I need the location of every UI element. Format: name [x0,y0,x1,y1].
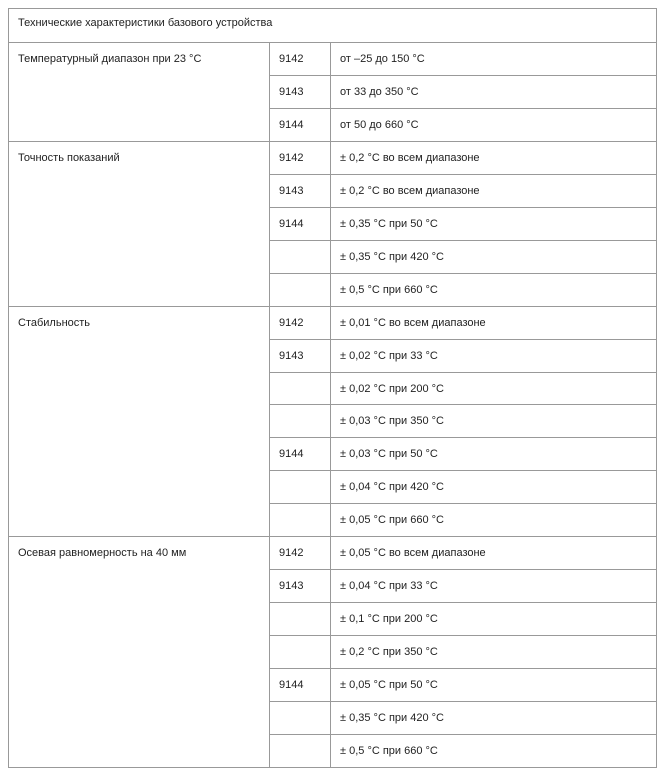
model-cell: 9142 [270,141,331,174]
model-cell: 9144 [270,207,331,240]
model-cell: 9144 [270,438,331,471]
value-cell: ± 0,04 °C при 420 °C [331,471,657,504]
model-cell [270,372,331,405]
value-cell: ± 0,03 °C при 50 °C [331,438,657,471]
table-title: Технические характеристики базового устройства [9,9,657,43]
value-cell: ± 0,5 °C при 660 °C [331,735,657,768]
parameter-cell: Точность показаний [9,141,270,306]
table-row [9,537,657,570]
value-cell: ± 0,01 °C во всем диапазоне [331,306,657,339]
model-cell [270,702,331,735]
value-cell: от –25 до 150 °C [331,42,657,75]
model-cell [270,735,331,768]
model-cell: 9142 [270,306,331,339]
model-cell: 9144 [270,669,331,702]
value-cell: ± 0,04 °C при 33 °C [331,570,657,603]
spec-table-body [9,9,657,768]
model-cell: 9144 [270,108,331,141]
value-cell: ± 0,05 °C при 660 °C [331,504,657,537]
model-cell [270,273,331,306]
value-cell: ± 0,05 °C во всем диапазоне [331,537,657,570]
value-cell: от 33 до 350 °C [331,75,657,108]
model-cell: 9143 [270,75,331,108]
value-cell: от 50 до 660 °C [331,108,657,141]
table-header-row [9,9,657,43]
value-cell: ± 0,1 °C при 200 °C [331,603,657,636]
model-cell: 9143 [270,339,331,372]
spec-table [8,8,657,768]
value-cell: ± 0,5 °C при 660 °C [331,273,657,306]
model-cell [270,471,331,504]
model-cell [270,240,331,273]
table-row [9,306,657,339]
model-cell [270,405,331,438]
value-cell: ± 0,03 °C при 350 °C [331,405,657,438]
model-cell [270,603,331,636]
parameter-cell: Осевая равномерность на 40 мм [9,537,270,768]
model-cell: 9142 [270,537,331,570]
value-cell: ± 0,2 °C во всем диапазоне [331,174,657,207]
value-cell: ± 0,2 °C во всем диапазоне [331,141,657,174]
table-row [9,42,657,75]
model-cell [270,504,331,537]
value-cell: ± 0,02 °C при 200 °C [331,372,657,405]
parameter-cell: Стабильность [9,306,270,537]
value-cell: ± 0,35 °C при 420 °C [331,702,657,735]
value-cell: ± 0,35 °C при 50 °C [331,207,657,240]
value-cell: ± 0,2 °C при 350 °C [331,636,657,669]
value-cell: ± 0,02 °C при 33 °C [331,339,657,372]
model-cell: 9143 [270,570,331,603]
parameter-cell: Температурный диапазон при 23 °C [9,42,270,141]
model-cell [270,636,331,669]
model-cell: 9142 [270,42,331,75]
table-row [9,141,657,174]
value-cell: ± 0,35 °C при 420 °C [331,240,657,273]
model-cell: 9143 [270,174,331,207]
value-cell: ± 0,05 °C при 50 °C [331,669,657,702]
